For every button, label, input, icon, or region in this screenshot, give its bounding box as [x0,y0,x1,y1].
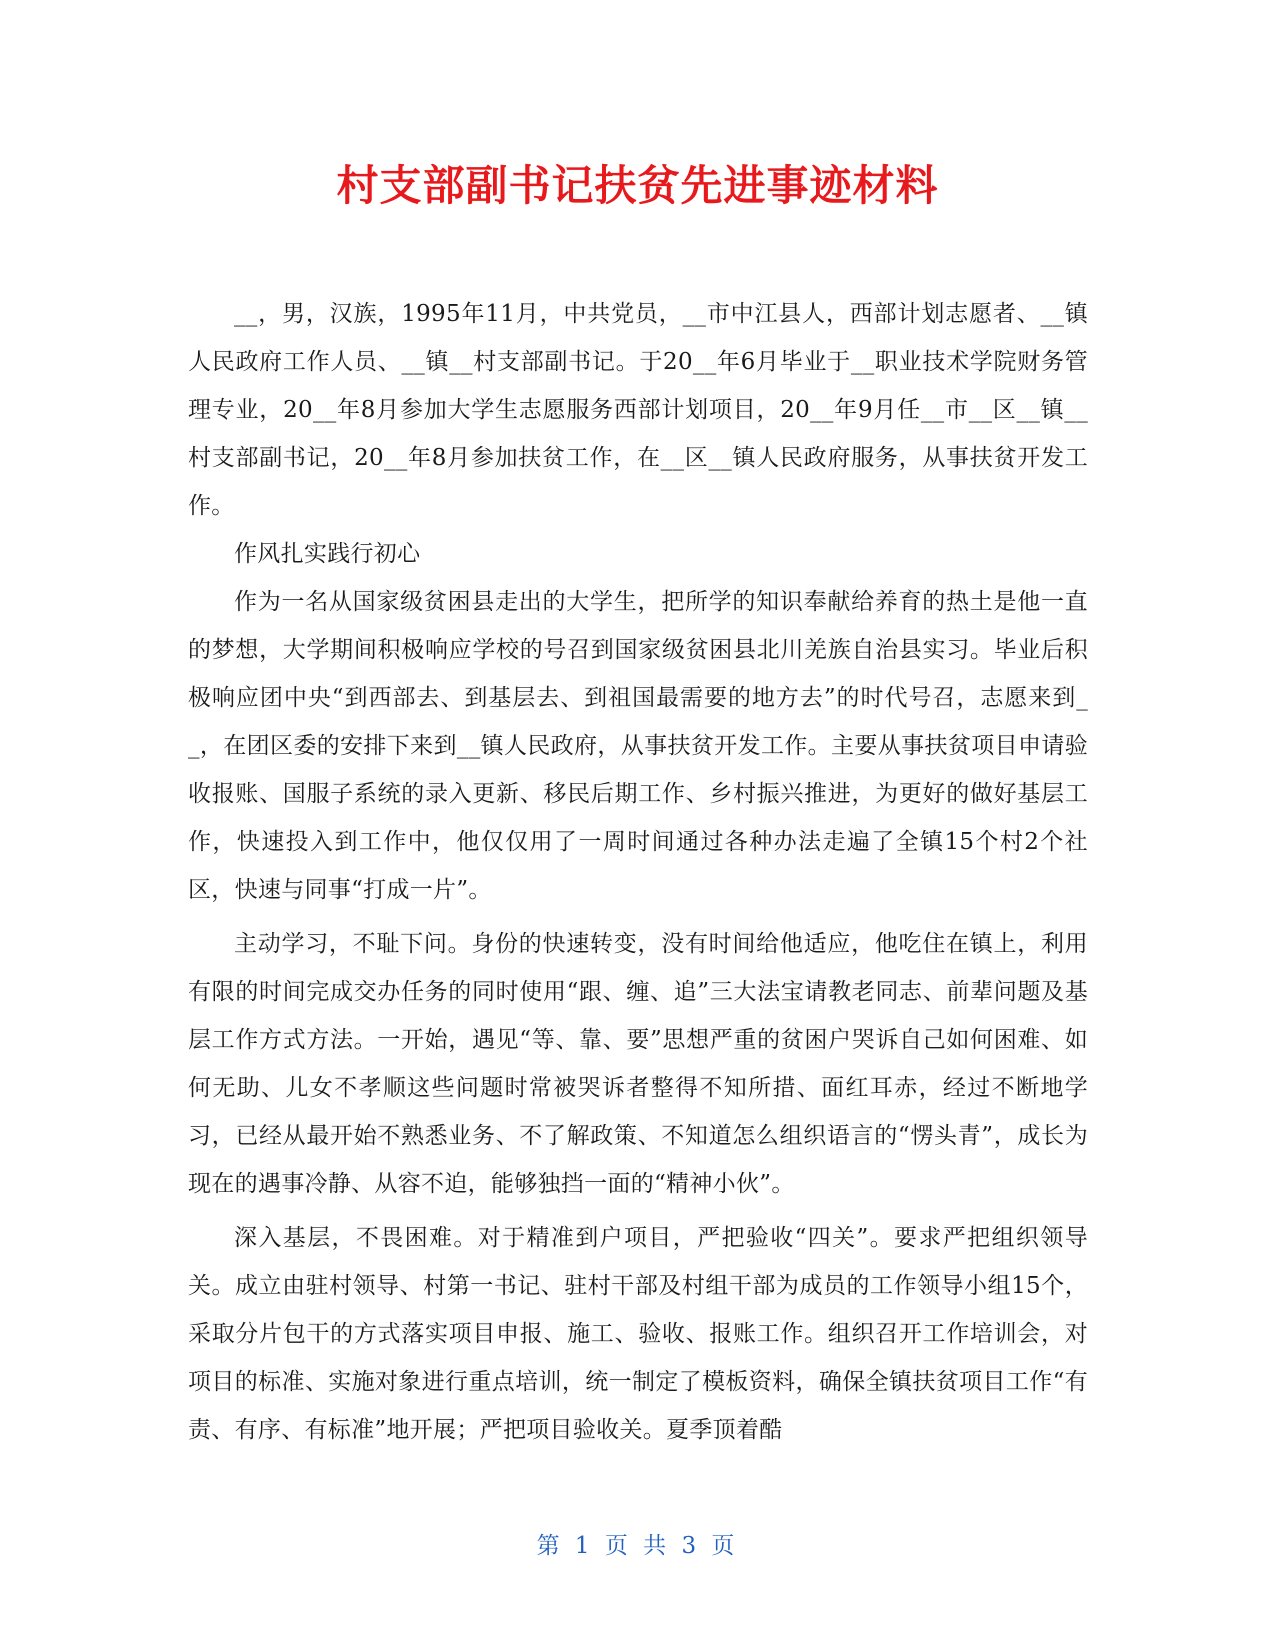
page-number-footer: 第 1 页 共 3 页 [536,1533,739,1559]
document-title: 村支部副书记扶贫先进事迹材料 [336,161,939,210]
paragraph-grassroots: 深入基层，不畏困难。对于精准到户项目，严把验收“四关”。要求严把组织领导关。成立由驻村领导、村第一书记、驻村干部及村组干部为成员的工作领导小组15个，采取分片包干的方式落实项目申报、施工、验收、报账工作。组织召开工作培训会，对项目的标准、实施对象进行重点培训，统一制定了模板资料，确保全镇扶贫项目工作“有责、有序、有标准”地开展；严把项目验收关。夏季顶着酷 [188,1225,1088,1443]
paragraph-heading: 作风扎实践行初心 [234,541,421,567]
paragraph-intro: __，男，汉族，1995年11月，中共党员，__市中江县人，西部计划志愿者、__镇人民政府工作人员、__镇__村支部副书记。于20__年6月毕业于__职业技术学院财务管理专业，20__年8月参加大学生志愿服务西部计划项目，20__年9月任__市__区__镇__村支部副书记，20__年8月参加扶贫工作，在__区__镇人民政府服务，从事扶贫开发工作。 [188,301,1088,519]
paragraph-learning: 主动学习，不耻下问。身份的快速转变，没有时间给他适应，他吃住在镇上，利用有限的时间完成交办任务的同时使用“跟、缠、追”三大法宝请教老同志、前辈问题及基层工作方式方法。一开始，遇见“等、靠、要”思想严重的贫困户哭诉自己如何困难、如何无助、儿女不孝顺这些问题时常被哭诉者整得不知所措、面红耳赤，经过不断地学习，已经从最开始不熟悉业务、不了解政策、不知道怎么组织语言的“愣头青”，成长为现在的遇事冷静、从容不迫，能够独挡一面的“精神小伙”。 [188,931,1088,1197]
paragraph-background: 作为一名从国家级贫困县走出的大学生，把所学的知识奉献给养育的热土是他一直的梦想，大学期间积极响应学校的号召到国家级贫困县北川羌族自治县实习。毕业后积极响应团中央“到西部去、到基层去、到祖国最需要的地方去”的时代号召，志愿来到__，在团区委的安排下来到__镇人民政府，从事扶贫开发工作。主要从事扶贫项目申请验收报账、国服子系统的录入更新、移民后期工作、乡村振兴推进，为更好的做好基层工作，快速投入到工作中，他仅仅用了一周时间通过各种办法走遍了全镇15个村2个社区，快速与同事“打成一片”。 [188,589,1088,903]
document-body [188,290,1088,1454]
